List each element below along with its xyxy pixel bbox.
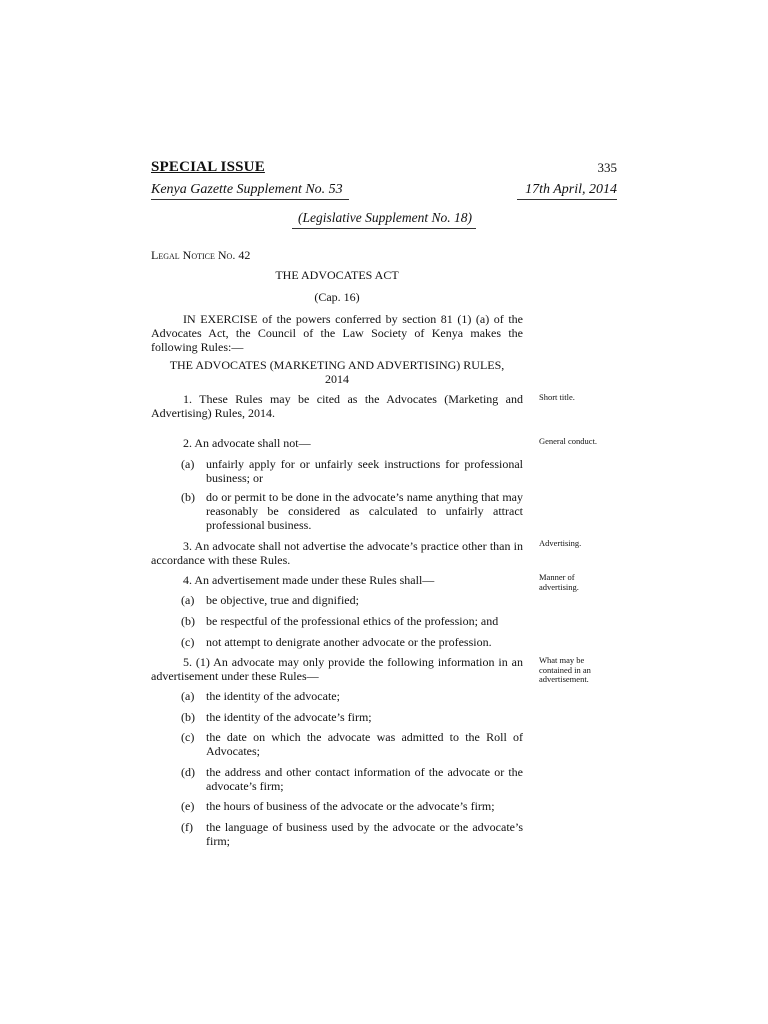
item-label: (b) [181,710,195,724]
item-label: (a) [181,689,195,703]
rules-title-line2: 2014 [325,372,349,386]
rule-5-text: 5. (1) An advocate may only provide the following information in an advertisement under these Rules— [151,655,523,683]
item-label: (b) [181,490,195,504]
item-label: (c) [181,635,195,649]
item-label: (e) [181,799,195,813]
rule-4b-text: be respectful of the professional ethics of the profession; and [206,614,499,628]
special-issue-heading: SPECIAL ISSUE [151,159,265,175]
exercise-paragraph-text: IN EXERCISE of the powers conferred by section 81 (1) (a) of the Advocates Act, the Council of the Law Society of Kenya makes the following Rules:— [151,312,523,354]
item-label: (a) [181,457,195,471]
rule-2 [151,436,523,450]
rule-2b-text: do or permit to be done in the advocate’s name anything that may reasonably be considered as calculated to unfairly attract professional business. [206,490,523,532]
legislative-supplement-rule [292,228,476,229]
rule-1 [151,392,523,420]
rule-4c-text: not attempt to denigrate another advocate or the profession. [206,635,492,649]
rule-5e [181,799,523,813]
rule-4c [181,635,523,649]
rule-5c-text: the date on which the advocate was admitted to the Roll of Advocates; [206,730,523,758]
act-cap: (Cap. 16) [314,290,360,304]
item-label: (d) [181,765,195,779]
rule-2a [181,457,523,485]
rule-5d-text: the address and other contact information of the advocate or the advocate’s firm; [206,765,523,793]
rule-5f-text: the language of business used by the advocate or the advocate’s firm; [206,820,523,848]
margin-note-advertising: Advertising. [539,538,582,548]
margin-note-general-conduct: General conduct. [539,436,598,446]
rule-5b-text: the identity of the advocate’s firm; [206,710,372,724]
rule-2a-text: unfairly apply for or unfairly seek instructions for professional business; or [206,457,523,485]
rule-5f [181,820,523,848]
header-rule-right [517,199,617,200]
rule-5b [181,710,523,724]
item-label: (a) [181,593,195,607]
rule-5d [181,765,523,793]
rule-2-text: 2. An advocate shall not— [183,436,311,450]
item-label: (b) [181,614,195,628]
margin-note-manner: Manner of advertising. [539,572,579,592]
rule-5c [181,730,523,758]
rule-4a-text: be objective, true and dignified; [206,593,359,607]
rule-3 [151,539,523,567]
rule-5a-text: the identity of the advocate; [206,689,340,703]
margin-note-what-may-be-contained: What may be contained in an advertisement. [539,655,591,684]
rule-4-text: 4. An advertisement made under these Rules shall— [183,573,435,587]
rule-5 [151,655,523,683]
rule-3-text: 3. An advocate shall not advertise the advocate’s practice other than in accordance with these Rules. [151,539,523,567]
rule-5e-text: the hours of business of the advocate or the advocate’s firm; [206,799,495,813]
rule-4 [151,573,523,587]
item-label: (f) [181,820,193,834]
legal-notice-number: Legal Notice No. 42 [151,248,251,262]
margin-note-short-title: Short title. [539,392,575,402]
gazette-date: 17th April, 2014 [525,182,617,197]
header-rule-left [151,199,349,200]
act-title: THE ADVOCATES ACT [275,268,399,282]
rule-2b [181,490,523,532]
item-label: (c) [181,730,195,744]
rule-4a [181,593,523,607]
page-number: 335 [597,160,617,175]
rule-1-text: 1. These Rules may be cited as the Advocates (Marketing and Advertising) Rules, 2014. [151,392,523,420]
legislative-supplement: (Legislative Supplement No. 18) [298,210,472,225]
exercise-paragraph [151,312,523,354]
rules-title-line1: THE ADVOCATES (MARKETING AND ADVERTISING) RULES, [169,358,505,372]
gazette-supplement-title: Kenya Gazette Supplement No. 53 [151,182,343,197]
rule-5a [181,689,523,703]
rule-4b [181,614,523,628]
